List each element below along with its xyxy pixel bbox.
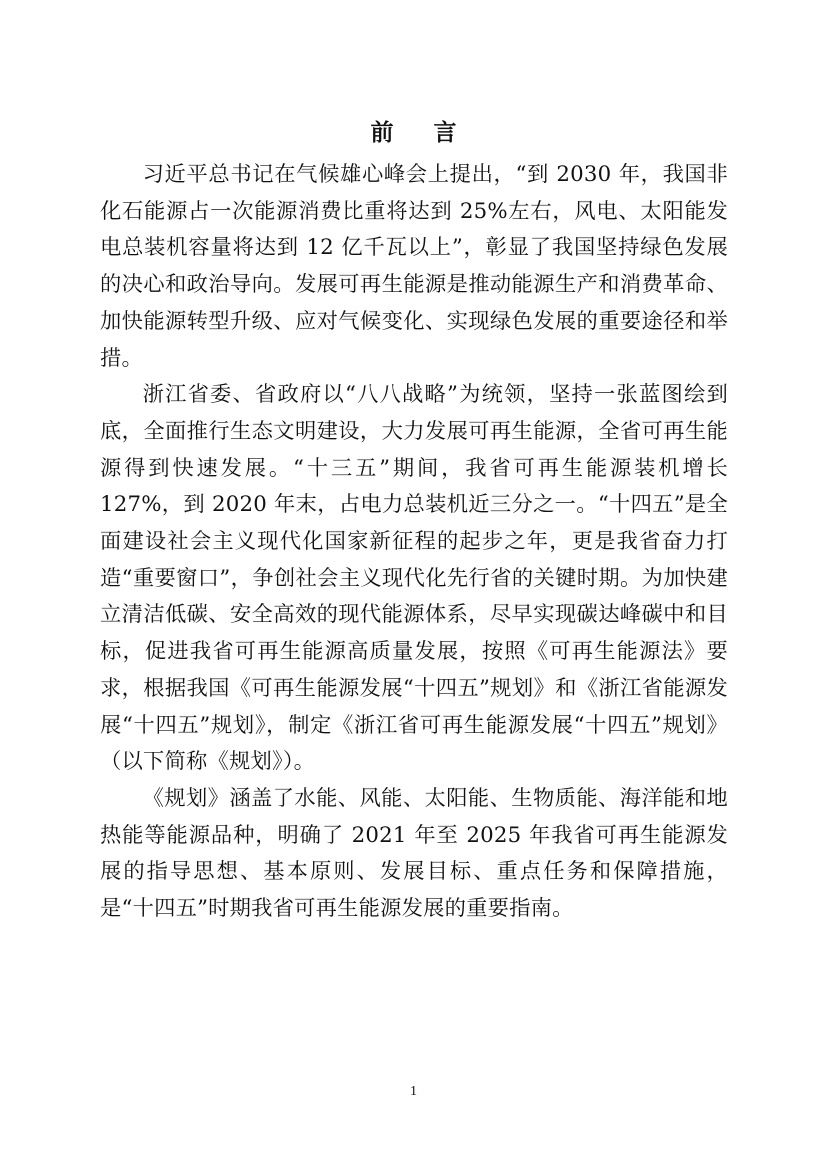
paragraph-1: 习近平总书记在气候雄心峰会上提出，“到 2030 年，我国非化石能源占一次能源消费比重将达到 25%左右，风电、太阳能发电总装机容量将达到 12 亿千瓦以上”，彰显了我国坚持绿色发展的决心和政治导向。发展可再生能源是推动能源生产和消费革命、加快能源转型升级、应对气候变化、实现绿色发展的重要途径和举措。 bbox=[100, 162, 728, 371]
paragraph-2: 浙江省委、省政府以“八八战略”为统领，坚持一张蓝图绘到底，全面推行生态文明建设，大力发展可再生能源，全省可再生能源得到快速发展。“十三五”期间，我省可再生能源装机增长 127%，到 2020 年末，占电力总装机近三分之一。“十四五”是全面建设社会主义现代化国家新征程的起步之年，更是我省奋力打造“重要窗口”，争创社会主义现代化先行省的关键时期。为加快建立清洁低碳、安全高效的现代能源体系，尽早实现碳达峰碳中和目标，促进我省可再生能源高质量发展，按照《可再生能源法》要求，根据我国《可再生能源发展“十四五”规划》和《浙江省能源发展“十四五”规划》，制定《浙江省可再生能源发展“十四五”规划》（以下简称《规划》）。 bbox=[100, 382, 728, 775]
page-number: 1 bbox=[410, 1084, 417, 1099]
paragraph-3: 《规划》涵盖了水能、风能、太阳能、生物质能、海洋能和地热能等能源品种，明确了 2021 年至 2025 年我省可再生能源发展的指导思想、基本原则、发展目标、重点任务和保障措施，是“十四五”时期我省可再生能源发展的重要指南。 bbox=[100, 785, 728, 922]
page-title: 前 言 bbox=[370, 120, 473, 146]
body-text bbox=[100, 157, 728, 928]
